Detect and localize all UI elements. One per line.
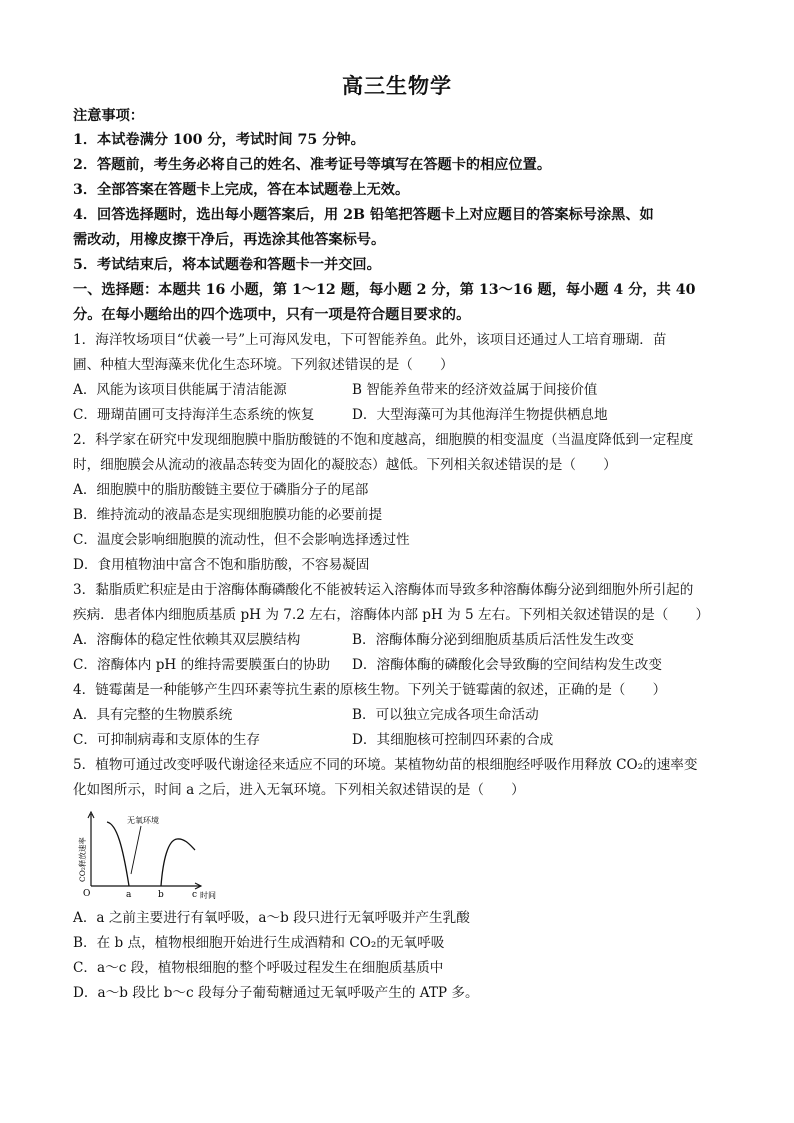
section-heading: 一、选择题：本题共 16 小题，第 1～12 题，每小题 2 分，第 13～16 题，每小题 4 分，共 40 (73, 282, 696, 298)
curve-after-b (161, 839, 195, 886)
question-2-stem: 时，细胞膜会从流动的液晶态转变为固化的凝胶态）越低。下列相关叙述错误的是（ ） (73, 457, 617, 473)
question-1-option-a: A．风能为该项目供能属于清洁能源 (73, 382, 287, 398)
annotation-label: 无氧环境 (127, 816, 159, 825)
x-axis-label: 时间 (200, 891, 216, 900)
question-2-option-a: A．细胞膜中的脂肪酸链主要位于磷脂分子的尾部 (73, 482, 369, 498)
question-1-stem: 1．海洋牧场项目“伏羲一号”上可海风发电，下可智能养鱼。此外，该项目还通过人工培育珊瑚．苗 (73, 332, 667, 348)
origin-label: O (83, 889, 91, 899)
question-4-option-b: B．可以独立完成各项生命活动 (352, 707, 539, 723)
question-4-option-a: A．具有完整的生物膜系统 (73, 707, 233, 723)
tick-c: c (192, 890, 198, 900)
question-5-stem: 5．植物可通过改变呼吸代谢途径来适应不同的环境。某植物幼苗的根细胞经呼吸作用释放 CO₂的速率变 (73, 757, 698, 773)
question-5-option-d: D．a～b 段比 b～c 段每分子葡萄糖通过无氧呼吸产生的 ATP 多。 (73, 985, 479, 1001)
question-3-option-a: A．溶酶体的稳定性依赖其双层膜结构 (73, 632, 301, 648)
question-2-option-c: C．温度会影响细胞膜的流动性，但不会影响选择透过性 (73, 532, 410, 548)
notice-item: 1．本试卷满分 100 分，考试时间 75 分钟。 (73, 132, 365, 148)
question-3-option-b: B．溶酶体酶分泌到细胞质基质后活性发生改变 (352, 632, 634, 648)
question-5-option-a: A．a 之前主要进行有氧呼吸，a～b 段只进行无氧呼吸并产生乳酸 (73, 910, 470, 926)
question-1-option-b: B 智能养鱼带来的经济效益属于间接价值 (352, 382, 598, 398)
question-3-stem: 疾病．患者体内细胞质基质 pH 为 7.2 左右，溶酶体内部 pH 为 5 左右。下列相关叙述错误的是（ ） (73, 607, 710, 623)
question-4-option-c: C．可抑制病毒和支原体的生存 (73, 732, 261, 748)
question-1-option-c: C．珊瑚苗圃可支持海洋生态系统的恢复 (73, 407, 315, 423)
question-1-option-d: D．大型海藻可为其他海洋生物提供栖息地 (352, 407, 608, 423)
question-2-stem: 2．科学家在研究中发现细胞膜中脂肪酸链的不饱和度越高，细胞膜的相变温度（当温度降低到一定程度 (73, 432, 694, 448)
notice-item: 需改动，用橡皮擦干净后，再选涂其他答案标号。 (73, 232, 386, 248)
y-axis-label: CO₂释放速率 (78, 837, 87, 882)
page-title: 高三生物学 (342, 73, 452, 98)
annotation-pointer (131, 826, 141, 874)
co2-release-rate-figure (73, 808, 216, 903)
tick-b: b (158, 890, 164, 900)
notice-item: 5．考试结束后，将本试题卷和答题卡一并交回。 (73, 257, 381, 273)
question-5-option-b: B．在 b 点，植物根细胞开始进行生成酒精和 CO₂的无氧呼吸 (73, 935, 445, 951)
question-5-stem: 化如图所示，时间 a 之后，进入无氧环境。下列相关叙述错误的是（ ） (73, 782, 525, 798)
tick-a: a (126, 890, 132, 900)
question-1-stem: 圃、种植大型海藻来优化生态环境。下列叙述错误的是（ ） (73, 357, 454, 373)
notice-item: 4．回答选择题时，选出每小题答案后，用 2B 铅笔把答题卡上对应题目的答案标号涂黑、如 (73, 207, 654, 223)
question-4-stem: 4．链霉菌是一种能够产生四环素等抗生素的原核生物。下列关于链霉菌的叙述，正确的是（ ） (73, 682, 667, 698)
question-3-option-c: C．溶酶体内 pH 的维持需要膜蛋白的协助 (73, 657, 331, 673)
question-2-option-b: B．维持流动的液晶态是实现细胞膜功能的必要前提 (73, 507, 383, 523)
notice-item: 3．全部答案在答题卡上完成，答在本试题卷上无效。 (73, 182, 410, 198)
question-3-stem: 3．黏脂质贮积症是由于溶酶体酶磷酸化不能被转运入溶酶体而导致多种溶酶体酶分泌到细胞外所引起的 (73, 582, 694, 598)
curve-before-a (107, 822, 129, 886)
question-4-option-d: D．其细胞核可控制四环素的合成 (352, 732, 554, 748)
notice-item: 2．答题前，考生务必将自己的姓名、准考证号等填写在答题卡的相应位置。 (73, 157, 552, 173)
section-heading: 分。在每小题给出的四个选项中，只有一项是符合题目要求的。 (73, 307, 471, 323)
question-2-option-d: D．食用植物油中富含不饱和脂肪酸，不容易凝固 (73, 557, 370, 573)
question-3-option-d: D．溶酶体酶的磷酸化会导致酶的空间结构发生改变 (352, 657, 662, 673)
question-5-option-c: C．a～c 段，植物根细胞的整个呼吸过程发生在细胞质基质中 (73, 960, 444, 976)
notice-heading: 注意事项： (73, 108, 144, 124)
